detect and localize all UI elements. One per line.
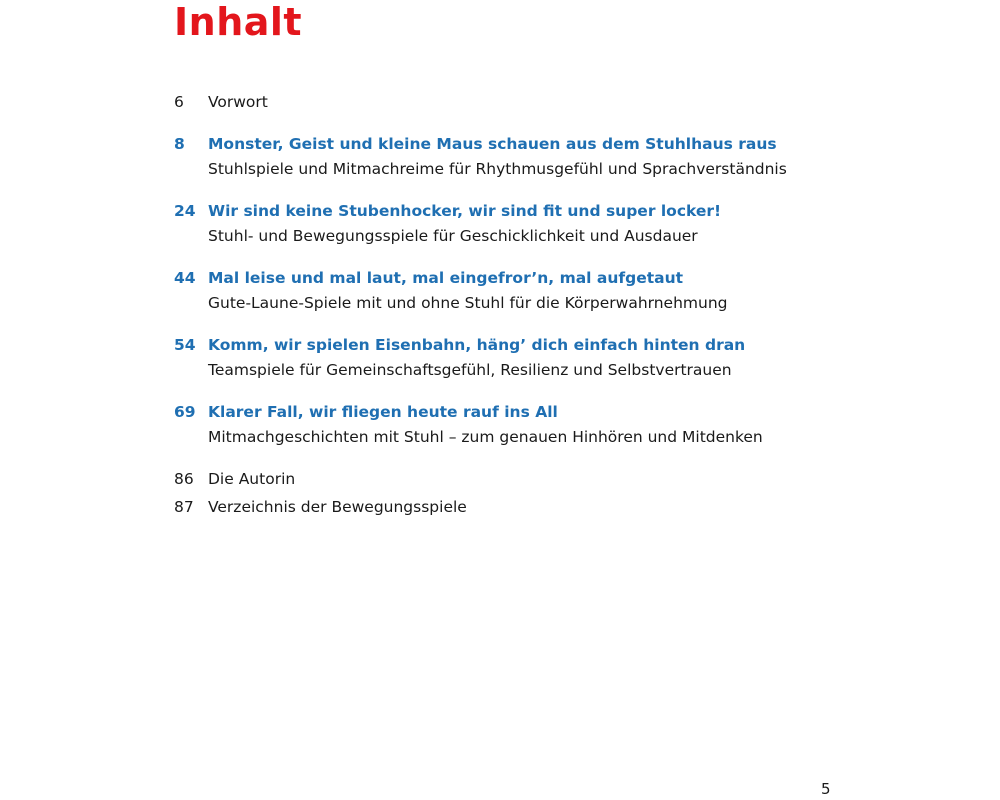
toc-entry-subtitle: Gute-Laune-Spiele mit und ohne Stuhl für die Körperwahrnehmung [208,294,728,312]
toc-entry-vorwort[interactable] [174,90,874,115]
toc-entry-subtitle: Stuhl- und Bewegungsspiele für Geschicklichkeit und Ausdauer [208,227,698,245]
toc-entry-chapter-2[interactable] [174,199,874,249]
toc-entry-subtitle: Teamspiele für Gemeinschaftsgefühl, Resilienz und Selbstvertrauen [208,361,732,379]
toc-entry-title: Monster, Geist und kleine Maus schauen aus dem Stuhlhaus raus [208,135,777,153]
toc-page-number: 8 [174,135,185,153]
toc-entry-title: Vorwort [208,93,268,111]
toc-page-number: 6 [174,93,184,111]
toc-entry-title: Komm, wir spielen Eisenbahn, häng’ dich einfach hinten dran [208,336,746,354]
toc-entry-title: Mal leise und mal laut, mal eingefror’n, mal aufgetaut [208,269,684,287]
toc-entry-title: Klarer Fall, wir fliegen heute rauf ins All [208,403,558,421]
toc-entry-subtitle: Stuhlspiele und Mitmachreime für Rhythmusgefühl und Sprachverständnis [208,160,787,178]
toc-page-number: 54 [174,336,196,354]
toc-entry-verzeichnis[interactable] [174,495,874,520]
toc-entry-title: Die Autorin [208,470,296,488]
toc-page-number: 24 [174,202,196,220]
toc-entry-chapter-1[interactable] [174,132,874,182]
page-number: 5 [821,780,831,798]
toc-entry-chapter-5[interactable] [174,400,874,450]
page-title: Inhalt [174,0,303,44]
toc-entry-subtitle: Mitmachgeschichten mit Stuhl – zum genauen Hinhören und Mitdenken [208,428,763,446]
toc-page-number: 86 [174,470,194,488]
toc-page-number: 69 [174,403,196,421]
toc-entry-title: Wir sind keine Stubenhocker, wir sind fit und super locker! [208,202,722,220]
toc-page-number: 44 [174,269,196,287]
toc-entry-chapter-3[interactable] [174,266,874,316]
table-of-contents [174,90,874,520]
toc-entry-title: Verzeichnis der Bewegungsspiele [208,498,467,516]
toc-entry-autorin[interactable] [174,467,874,492]
toc-entry-chapter-4[interactable] [174,333,874,383]
toc-page-number: 87 [174,498,194,516]
